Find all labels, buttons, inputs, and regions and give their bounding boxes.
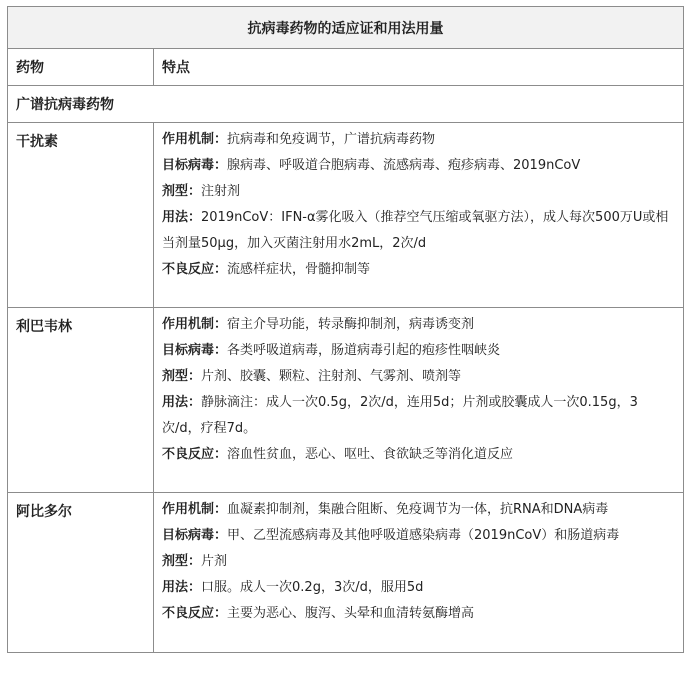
- field-label: 目标病毒：: [162, 528, 228, 543]
- table-title: 抗病毒药物的适应证和用法用量: [8, 7, 684, 49]
- field-label: 不良反应：: [162, 606, 228, 621]
- field-value: 2019nCoV：IFN-α雾化吸入（推荐空气压缩或氧驱方法），成人每次500万U或相当剂量50μg，加入灭菌注射用水2mL，2次/d: [162, 210, 669, 251]
- drug-name: 利巴韦林: [8, 308, 154, 493]
- field-label: 剂型：: [162, 369, 202, 384]
- drug-name: 干扰素: [8, 123, 154, 308]
- section-title: 广谱抗病毒药物: [8, 86, 684, 123]
- field-label: 作用机制：: [162, 132, 228, 147]
- section-row: [8, 86, 684, 123]
- drug-details: [154, 493, 684, 653]
- field-target-virus: [162, 338, 673, 364]
- drug-row-ribavirin: [8, 308, 684, 493]
- drug-details: [154, 308, 684, 493]
- field-target-virus: [162, 153, 673, 179]
- field-usage: [162, 390, 673, 442]
- title-row: [8, 7, 684, 49]
- field-target-virus: [162, 523, 673, 549]
- field-usage: [162, 575, 673, 601]
- field-value: 溶血性贫血，恶心、呕吐、食欲缺乏等消化道反应: [227, 447, 514, 462]
- field-value: 腺病毒、呼吸道合胞病毒、流感病毒、疱疹病毒、2019nCoV: [227, 158, 581, 173]
- field-dosage-form: [162, 364, 673, 390]
- field-value: 甲、乙型流感病毒及其他呼吸道感染病毒（2019nCoV）和肠道病毒: [227, 528, 620, 543]
- field-value: 血凝素抑制剂，集融合阻断、免疫调节为一体，抗RNA和DNA病毒: [227, 502, 609, 517]
- field-mechanism: [162, 312, 673, 338]
- column-header-features: 特点: [154, 49, 684, 86]
- field-value: 片剂、胶囊、颗粒、注射剂、气雾剂、喷剂等: [201, 369, 462, 384]
- field-adverse-reactions: [162, 442, 673, 468]
- header-row: [8, 49, 684, 86]
- field-label: 用法：: [162, 395, 202, 410]
- field-label: 目标病毒：: [162, 343, 228, 358]
- field-value: 宿主介导功能，转录酶抑制剂，病毒诱变剂: [227, 317, 475, 332]
- field-adverse-reactions: [162, 257, 673, 283]
- field-label: 剂型：: [162, 554, 202, 569]
- field-adverse-reactions: [162, 601, 673, 627]
- field-label: 剂型：: [162, 184, 202, 199]
- field-value: 抗病毒和免疫调节，广谱抗病毒药物: [227, 132, 436, 147]
- field-value: 静脉滴注：成人一次0.5g，2次/d，连用5d；片剂或胶囊成人一次0.15g，3次/d，疗程7d。: [162, 395, 638, 436]
- field-value: 注射剂: [201, 184, 241, 199]
- field-label: 目标病毒：: [162, 158, 228, 173]
- field-dosage-form: [162, 549, 673, 575]
- drug-name: 阿比多尔: [8, 493, 154, 653]
- field-value: 片剂: [201, 554, 228, 569]
- field-label: 不良反应：: [162, 262, 228, 277]
- field-value: 各类呼吸道病毒，肠道病毒引起的疱疹性咽峡炎: [227, 343, 501, 358]
- drug-details: [154, 123, 684, 308]
- column-header-drug: 药物: [8, 49, 154, 86]
- field-label: 用法：: [162, 210, 202, 225]
- field-value: 口服。成人一次0.2g，3次/d，服用5d: [201, 580, 424, 595]
- field-label: 作用机制：: [162, 317, 228, 332]
- field-label: 作用机制：: [162, 502, 228, 517]
- antiviral-drug-table: [7, 6, 684, 653]
- field-label: 不良反应：: [162, 447, 228, 462]
- drug-row-arbidol: [8, 493, 684, 653]
- field-value: 流感样症状，骨髓抑制等: [227, 262, 371, 277]
- field-mechanism: [162, 127, 673, 153]
- field-value: 主要为恶心、腹泻、头晕和血清转氨酶增高: [227, 606, 475, 621]
- field-label: 用法：: [162, 580, 202, 595]
- drug-row-interferon: [8, 123, 684, 308]
- field-mechanism: [162, 497, 673, 523]
- field-usage: [162, 205, 673, 257]
- field-dosage-form: [162, 179, 673, 205]
